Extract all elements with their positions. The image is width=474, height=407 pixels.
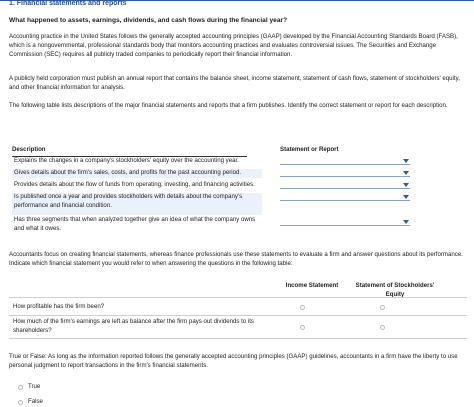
table1-header-description: Description	[12, 146, 247, 157]
table-divider	[9, 297, 467, 298]
table-row	[12, 193, 400, 215]
section-title: 1. Financial statements and reports	[9, 0, 127, 7]
income-statement-radio[interactable]	[300, 325, 305, 330]
chevron-down-icon	[403, 183, 409, 187]
row-description: Provides details about the flow of funds from operating, investing, and financing activities.	[14, 181, 255, 188]
false-option-label[interactable]: False	[28, 398, 43, 405]
statement-dropdown[interactable]	[280, 157, 410, 165]
false-radio[interactable]	[18, 400, 23, 405]
income-statement-radio[interactable]	[300, 305, 305, 310]
row-description: Gives details about the firm's sales, costs, and profits for the past accounting period.	[12, 169, 262, 178]
table-row	[12, 169, 400, 181]
intro-paragraph: Accounting practice in the United States follows the generally accepted accounting principles (GAAP) developed by the Financial Accounting Standards Board (FASB), which is a nongovernmental, professional standards body that monitors accounting practices and evaluates controversial issues. The Securities and Exchange Commission (SEC) requires all publicly traded companies to periodically report their financial information.	[9, 33, 458, 58]
table-row	[12, 157, 400, 169]
table-divider	[9, 315, 467, 316]
statement-question-table	[9, 280, 467, 340]
statement-dropdown[interactable]	[280, 218, 410, 226]
table-row	[12, 216, 400, 238]
equity-statement-radio[interactable]	[380, 305, 385, 310]
row-description: Has three segments that when analyzed together give an idea of what the company owns and what it owes.	[14, 216, 256, 232]
table-instructions: The following table lists descriptions of the major financial statements and reports that a firm publishes. Identify the correct statement or report for each description.	[9, 102, 448, 109]
true-radio[interactable]	[18, 385, 23, 390]
chevron-down-icon	[403, 195, 409, 199]
table2-header-equity: Statement of Stockholders' Equity	[355, 282, 435, 298]
statement-dropdown[interactable]	[280, 169, 410, 177]
question-title: What happened to assets, earnings, dividends, and cash flows during the financial year?	[9, 17, 288, 24]
table1-header-statement: Statement or Report	[280, 146, 339, 153]
statement-dropdown[interactable]	[280, 193, 410, 201]
true-option-label[interactable]: True	[28, 383, 41, 390]
row-description: Explains the changes in a company's stockholders' equity over the accounting year.	[14, 157, 239, 164]
table2-header-income: Income Statement	[285, 282, 339, 289]
table-divider	[9, 338, 467, 339]
statement-dropdown[interactable]	[280, 181, 410, 189]
table2-question: How profitable has the firm been?	[13, 303, 105, 310]
row-description: Is published once a year and provides stockholders with details about the company's performance and financial condition.	[12, 193, 262, 215]
chevron-down-icon	[403, 159, 409, 163]
table2-question: How much of the firm's earnings are left as balance after the firm pays out dividends to its shareholders?	[13, 318, 254, 334]
true-false-question: True or False: As long as the information reported follows the generally accepted accounting principles (GAAP) guidelines, accountants in a firm have the liberty to use personal judgment to report transactions in the firm's financial statements.	[9, 353, 458, 369]
table-row	[12, 181, 400, 193]
finance-paragraph: Accountants focus on creating financial statements, whereas finance professionals use these statements to evaluate a firm and answer questions about its performance. Indicate which financial statement you would refer to when answering the questions in the following table:	[9, 251, 463, 267]
annual-report-paragraph: A publicly held corporation must publish an annual report that contains the balance sheet, income statement, statement of cash flows, statement of stockholders' equity, and other financial information for analysis.	[9, 75, 460, 91]
chevron-down-icon	[403, 220, 409, 224]
equity-statement-radio[interactable]	[380, 325, 385, 330]
section-header	[0, 0, 474, 8]
chevron-down-icon	[403, 171, 409, 175]
